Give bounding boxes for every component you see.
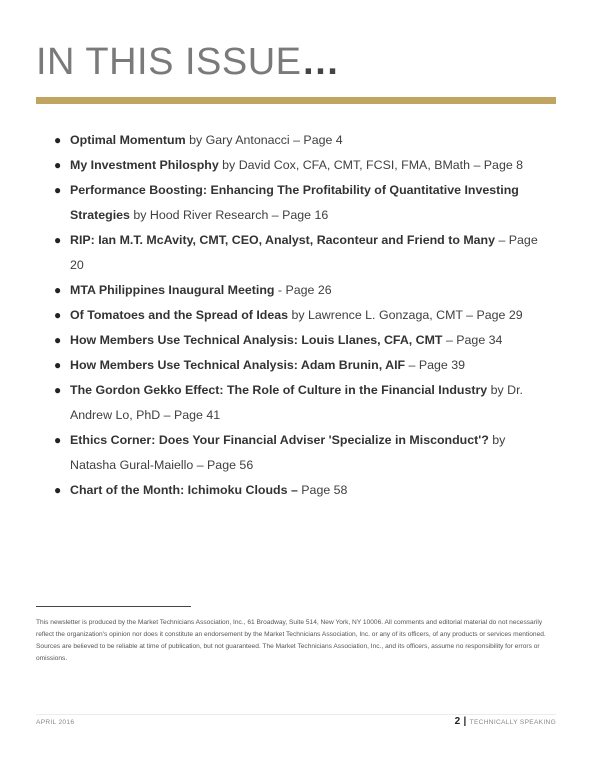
toc-item-detail: – Page 39 bbox=[405, 358, 466, 372]
bullet-icon: ● bbox=[54, 308, 62, 322]
table-of-contents bbox=[52, 128, 552, 503]
footnote-disclaimer: This newsletter is produced by the Market Technicians Association, Inc., 61 Broadway, Suite 514, New York, NY 10006. All comments and editorial material do not necessarily reflect the organization's opinion nor does it constitute an endorsement by the Market Technicians Association, Inc. or any of its officers, of any products or services mentioned. Sources are believed to be reliable at time of publication, but not guaranteed. The Market Technicians Association, Inc., and its officers, assume no responsibility for errors or omissions. bbox=[36, 619, 546, 662]
toc-item-title: The Gordon Gekko Effect: The Role of Culture in the Financial Industry bbox=[70, 383, 488, 397]
toc-item[interactable] bbox=[52, 278, 552, 303]
toc-item-detail: by Natasha Gural-Maiello – Page 56 bbox=[70, 433, 506, 472]
toc-item[interactable] bbox=[52, 478, 552, 503]
bullet-icon: ● bbox=[54, 358, 62, 372]
footnote-rule bbox=[36, 606, 191, 607]
toc-item-detail: by Dr. Andrew Lo, PhD – Page 41 bbox=[70, 383, 523, 422]
toc-item-title: How Members Use Technical Analysis: Adam Brunin, AIF bbox=[70, 358, 406, 372]
toc-item-detail: by Lawrence L. Gonzaga, CMT – Page 29 bbox=[288, 308, 523, 322]
footer-date: APRIL 2016 bbox=[36, 719, 75, 726]
toc-item-title: Optimal Momentum bbox=[70, 133, 186, 147]
toc-item-detail: by David Cox, CFA, CMT, FCSI, FMA, BMath – Page 8 bbox=[218, 158, 524, 172]
toc-item-detail: - Page 26 bbox=[274, 283, 332, 297]
bullet-icon: ● bbox=[54, 383, 62, 397]
footer-separator: | bbox=[463, 716, 467, 727]
toc-item-title: Performance Boosting: Enhancing The Profitability of Quantitative Investing Strategies bbox=[70, 183, 519, 222]
bullet-icon: ● bbox=[54, 183, 62, 197]
toc-item-title: Chart of the Month: Ichimoku Clouds – bbox=[70, 483, 298, 497]
toc-item-title: Ethics Corner: Does Your Financial Adviser 'Specialize in Misconduct'? bbox=[70, 433, 489, 447]
toc-item-title: RIP: Ian M.T. McAvity, CMT, CEO, Analyst, Raconteur and Friend to Many bbox=[70, 233, 495, 247]
bullet-icon: ● bbox=[54, 283, 62, 297]
toc-item-detail: – Page 34 bbox=[442, 333, 503, 347]
toc-item-title: Of Tomatoes and the Spread of Ideas bbox=[70, 308, 289, 322]
toc-item[interactable] bbox=[52, 128, 552, 153]
publication-name: TECHNICALLY SPEAKING bbox=[469, 719, 556, 726]
toc-item-title: MTA Philippines Inaugural Meeting bbox=[70, 283, 275, 297]
toc-item-title: How Members Use Technical Analysis: Louis Llanes, CFA, CMT bbox=[70, 333, 443, 347]
toc-item-detail: Page 58 bbox=[297, 483, 348, 497]
toc-item-detail: by Gary Antonacci – Page 4 bbox=[185, 133, 343, 147]
footer-divider bbox=[36, 714, 556, 715]
toc-item-detail: by Hood River Research – Page 16 bbox=[129, 208, 329, 222]
bullet-icon: ● bbox=[54, 333, 62, 347]
toc-item[interactable] bbox=[52, 378, 552, 428]
toc-item[interactable] bbox=[52, 153, 552, 178]
bullet-icon: ● bbox=[54, 433, 62, 447]
page-number: 2 bbox=[454, 716, 461, 727]
toc-item[interactable] bbox=[52, 303, 552, 328]
page-title-text: IN THIS ISSUE bbox=[36, 41, 302, 83]
bullet-icon: ● bbox=[54, 483, 62, 497]
title-rule bbox=[36, 97, 556, 104]
toc-item[interactable] bbox=[52, 353, 552, 378]
toc-item[interactable] bbox=[52, 328, 552, 353]
page-title bbox=[36, 40, 340, 84]
footer-page-info bbox=[455, 716, 556, 727]
toc-item[interactable] bbox=[52, 428, 552, 478]
toc-item-title: My Investment Philosphy bbox=[70, 158, 219, 172]
bullet-icon: ● bbox=[54, 133, 62, 147]
page-title-ellipsis: … bbox=[301, 41, 341, 83]
toc-item-detail: – Page 20 bbox=[70, 233, 538, 272]
toc-item[interactable] bbox=[52, 178, 552, 228]
bullet-icon: ● bbox=[54, 233, 62, 247]
bullet-icon: ● bbox=[54, 158, 62, 172]
toc-item[interactable] bbox=[52, 228, 552, 278]
